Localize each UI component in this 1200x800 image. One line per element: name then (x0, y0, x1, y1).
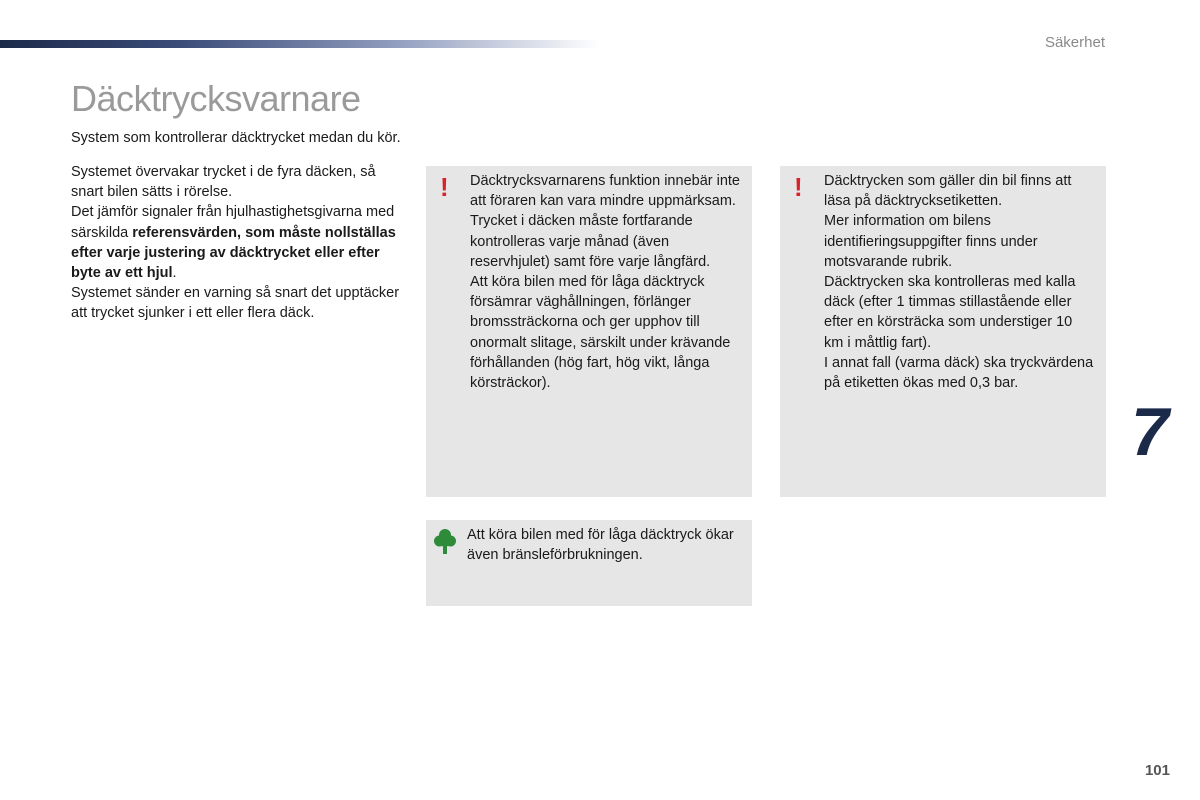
warning-text (824, 171, 1094, 393)
warning-line: Däcktrycken som gäller din bil finns att läsa på däcktrycksetiketten. (824, 173, 1072, 210)
warning-exclamation-icon: ! (794, 172, 803, 202)
body-bold-text: referensvärden, som måste nollställas efter varje justering av däcktrycket eller efter byte av ett hjul (71, 224, 396, 282)
body-text-span: Det jämför signaler från hjulhastighetsgivarna med särskilda (71, 204, 395, 241)
warning-line: Däcktrycksvarnarens funktion innebär inte att föraren kan vara mindre uppmärksam. (470, 173, 740, 210)
page-title: Däcktrycksvarnare (71, 78, 361, 119)
section-name: Säkerhet (1044, 34, 1105, 51)
warning-line: Mer information om bilens identifieringsuppgifter finns under motsvarande rubrik. (824, 213, 1038, 270)
warning-line: Att köra bilen med för låga däcktryck försämrar väghållningen, förlänger bromssträckorna och ger upphov till onormalt slitage, särskilt under krävande förhållanden (hög fart, hög vikt, långa körsträckor). (470, 274, 731, 392)
warning-exclamation-icon: ! (440, 172, 449, 202)
eco-note-box (426, 520, 752, 606)
header-gradient-bar (0, 40, 600, 48)
page-number: 101 (1144, 762, 1170, 779)
warning-line: Däcktrycken ska kontrolleras med kalla däck (efter 1 timmas stillastående eller efter en körsträcka som understiger 10 km i måttlig fart). (824, 274, 1076, 351)
eco-note-text: Att köra bilen med för låga däcktryck ökar även bränsleförbrukningen. (467, 527, 734, 564)
subtitle: System som kontrollerar däcktrycket medan du kör. (71, 130, 401, 146)
body-paragraph: Systemet sänder en varning så snart det upptäcker att trycket sjunker i ett eller flera däck. (71, 285, 400, 322)
body-paragraph: Systemet övervakar trycket i de fyra däcken, så snart bilen sätts i rörelse. (71, 164, 376, 201)
warning-box (426, 166, 752, 497)
warning-text (470, 171, 740, 393)
warning-line: Trycket i däcken måste fortfarande kontrolleras varje månad (även reservhjulet) samt före varje långfärd. (470, 213, 711, 270)
warning-line: I annat fall (varma däck) ska tryckvärdena på etiketten ökas med 0,3 bar. (824, 354, 1094, 392)
body-text (71, 162, 411, 324)
tree-icon (434, 528, 456, 554)
body-text-span: . (172, 265, 177, 282)
body-paragraph (71, 202, 411, 283)
warning-box (780, 166, 1106, 497)
chapter-number: 7 (1131, 394, 1169, 470)
